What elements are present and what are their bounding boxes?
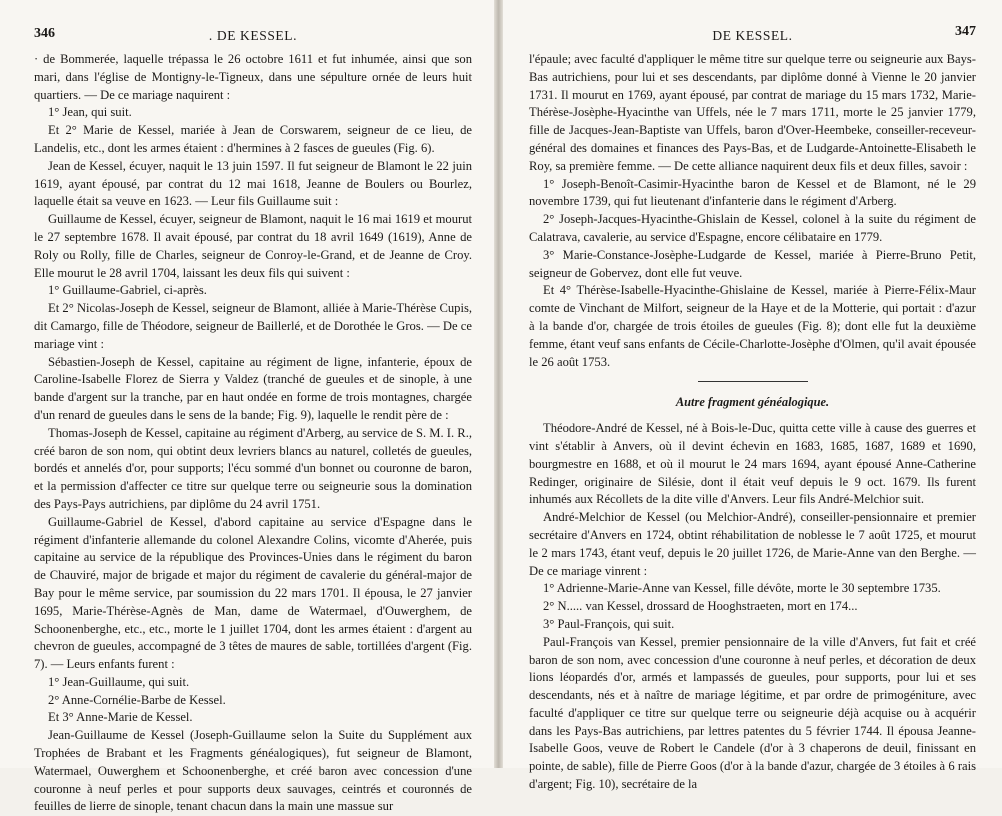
section-heading: Autre fragment généalogique. <box>675 395 830 410</box>
paragraph: 1° Guillaume-Gabriel, ci-après. <box>48 283 207 298</box>
paragraph: Et 2° Nicolas-Joseph de Kessel, seigneur de Blamont, alliée à Marie-Thérèse Cupis, dit Camargo, fille de Théodore, seigneur de Baillerlé, et de Dorothée le Gros. — De ce mariage vint : <box>34 301 472 351</box>
left-page-body <box>34 51 472 816</box>
paragraph: Thomas-Joseph de Kessel, capitaine au régiment d'Arberg, au service de S. M. I. R., créé baron de son nom, qui obtint deux levriers blancs au naturel, colletés de gueules, bordés et annelés d'or, pour supports; l'écu sommé d'un bonnet ou couronne de baron, et la permission d'affecter ce titre sur quelque terre ou seigneurie sous la domination des Pays-Pays autrichiens, par diplôme du 24 avril 1751. <box>34 425 472 511</box>
right-page-body <box>529 51 976 794</box>
paragraph: Et 3° Anne-Marie de Kessel. <box>48 710 193 725</box>
paragraph: Jean-Guillaume de Kessel (Joseph-Guillaume selon la Suite du Supplément aux Trophées de Brabant et les Fragments généalogiques), fut seigneur de Blamont, Watermael, Ouwerghem et Schoonenberghe, et créé baron avec concession d'une couronne à neuf perles et pour supports deux sauvages, ceintrés et couronnés de feuilles de lierre de sinople, tenant chacun dans la main une massue sur <box>34 728 472 814</box>
paragraph: Guillaume-Gabriel de Kessel, d'abord capitaine au service d'Espagne dans le régiment d'infanterie allemande du colonel Alexandre Colins, vicomte d'Aherée, puis capitaine au service de la république des Provinces-Unies dans le régiment du baron de Chauviré, major de brigade et major du régiment de cavalerie du général-major de Bay pour le même service, par soumission du 22 mars 1701. Il épousa, le 27 janvier 1695, Marie-Thérèse-Agnès de Man, dame de Watermael, d'Ouwerghem, de Schoonenberghe, etc., etc., morte le 1 juillet 1704, dont les armes étaient : d'argent au chevron de gueules, accompagné de 3 têtes de maures de sable, tortillées d'argent (Fig. 7). — Leurs enfants furent : <box>34 514 472 672</box>
paragraph: 1° Adrienne-Marie-Anne van Kessel, fille dévôte, morte le 30 septembre 1735. <box>543 581 941 596</box>
paragraph: Jean de Kessel, écuyer, naquit le 13 juin 1597. Il fut seigneur de Blamont le 22 juin 1619, ayant épousé, par contrat du 12 mai 1618, Jeanne de Boulers ou Bourlez, laquelle était sa veuve en 1623. — Leur fils Guillaume suit : <box>34 158 472 209</box>
paragraph: · de Bommerée, laquelle trépassa le 26 octobre 1611 et fut inhumée, ainsi que son mari, dans l'église de Montigny-le-Tigneux, dans une sépulture ornée de leurs huit quartiers. — De ce mariage naquirent : <box>34 52 472 102</box>
paragraph: 3° Paul-François, qui suit. <box>543 616 675 631</box>
left-running-title: . DE KESSEL. <box>208 28 298 43</box>
paragraph: André-Melchior de Kessel (ou Melchior-André), conseiller-pensionnaire et premier secrétaire d'Anvers en 1724, obtint réhabilitation de noblesse le 7 août 1725, et mourut le 2 mars 1743, étant veuf, depuis le 20 juillet 1726, de Marie-Anne van den Berghe. — De ce mariage vinrent : <box>529 510 976 578</box>
book-gutter <box>494 0 503 768</box>
paragraph: Sébastien-Joseph de Kessel, capitaine au régiment de ligne, infanterie, époux de Caroline-Isabelle Florez de Sierra y Valdez (tranché de gueules et de sinople, à une bande d'argent sur la tranche, par en haut ondée en forme de trois montagnes, chargée d'un renard de gueules dans le sens de la bande; Fig. 9), laquelle le rendit père de : <box>34 354 472 422</box>
paragraph: Théodore-André de Kessel, né à Bois-le-Duc, quitta cette ville à cause des guerres et vint s'établir à Anvers, où il devint échevin en 1683, 1685, 1687, 1689 et 1690, bourgmestre en 1688, et où il mourut le 24 mars 1694, ayant épousé Anne-Catherine Redinger, originaire de Silésie, dont il était veuf depuis le 9 oct. 1679. Ils furent inhumés aux Récollets de la dite ville d'Anvers. Leur fils André-Melchior suit. <box>529 421 976 507</box>
paragraph: 2° Anne-Cornélie-Barbe de Kessel. <box>48 692 226 707</box>
right-running-title: DE KESSEL. <box>712 28 793 43</box>
paragraph: l'épaule; avec faculté d'appliquer le même titre sur quelque terre ou seigneurie aux Bays-Bas autrichiens, pour lui et ses descendants, par diplôme donné à Vienne le 20 janvier 1731. Il mourut en 1769, ayant épousé, par contrat de mariage du 15 mars 1732, Marie-Thérèse-Josèphe-Hyacinthe van Uffels, née le 7 mars 1711, morte le 25 janvier 1779, fille de Jacques-Jean-Baptiste van Uffels, baron d'Over-Heembeke, conseiller-receveur-général des domaines et finances des Pays-Bas, et de Ludgarde-Antoinette-Elisabeth le Roy, sa première femme. — De cette alliance naquirent deux fils et deux filles, savoir : <box>529 52 976 173</box>
left-page-number: 346 <box>34 26 55 41</box>
paragraph: Et 4° Thérèse-Isabelle-Hyacinthe-Ghislaine de Kessel, mariée à Pierre-Félix-Maur comte de Vinchant de Milfort, seigneur de la Haye et de la Motterie, qui portait : d'azur à la bande d'or, chargée de trois étoiles de gueules (Fig. 8); dont elle fut la deuxième femme, étant veuf sans enfants de Cécile-Charlotte-Josèphe d'Olmen, qu'il avait épousée le 26 août 1753. <box>529 283 976 369</box>
left-page <box>0 0 494 814</box>
right-page-number: 347 <box>955 24 976 39</box>
left-page-header <box>34 22 472 44</box>
paragraph: 1° Jean, qui suit. <box>48 105 132 120</box>
paragraph: 1° Jean-Guillaume, qui suit. <box>48 674 190 689</box>
paragraph: Guillaume de Kessel, écuyer, seigneur de Blamont, naquit le 16 mai 1619 et mourut le 27 septembre 1678. Il avait épousé, par contrat du 18 avril 1649 (1619), Anne de Roly ou Rolly, fille de Charles, seigneur de Conroy-le-Grand, et de Jeanne de Croy. Elle mourut le 28 avril 1704, laissant les deux fils qui suivent : <box>34 212 472 280</box>
paragraph: Paul-François van Kessel, premier pensionnaire de la ville d'Anvers, fut fait et créé baron de son nom, avec concession d'une couronne à neuf perles, et décoration de deux lions léopardés d'or, armés et lampassés de gueules, pour supports, pour lui et ses descendants, nés et à naître de mariage légitime, et par ordre de primogéniture, avec faculté d'appliquer ce titre sur quelque terre ou seigneurie déjà acquise ou à acquérir dans les Pays-Bas autrichiens, par lettres patentes du 5 février 1744. Il épousa Jeanne-Isabelle Goos, veuve de Robert le Candele (d'or à 3 chaperons de deuil, finissant en pointe, de sable), fille de Pierre Goos (d'or à la bande d'azur, chargée de 3 étoiles à 6 rais d'argent; Fig. 10), secrétaire de la <box>529 634 976 792</box>
paragraph: 2° Joseph-Jacques-Hyacinthe-Ghislain de Kessel, colonel à la suite du régiment de Calatrava, cavalerie, au service d'Espagne, encore célibataire en 1779. <box>529 212 976 244</box>
paragraph: 2° N..... van Kessel, drossard de Hooghstraeten, mort en 174... <box>543 599 858 614</box>
paragraph: 3° Marie-Constance-Josèphe-Ludgarde de Kessel, mariée à Pierre-Bruno Petit, seigneur de Gobervez, dont elle fut veuve. <box>529 247 976 280</box>
paragraph: Et 2° Marie de Kessel, mariée à Jean de Corswarem, seigneur de ce lieu, de Landelis, etc., dont les armes étaient : d'hermines à 2 fasces de gueules (Fig. 6). <box>34 123 472 155</box>
section-divider <box>698 381 808 382</box>
right-page <box>503 0 1002 792</box>
right-page-header <box>529 22 976 44</box>
paragraph: 1° Joseph-Benoît-Casimir-Hyacinthe baron de Kessel et de Blamont, né le 29 novembre 1739, qui fut lieutenant d'infanterie dans le régiment d'Arberg. <box>529 176 976 209</box>
